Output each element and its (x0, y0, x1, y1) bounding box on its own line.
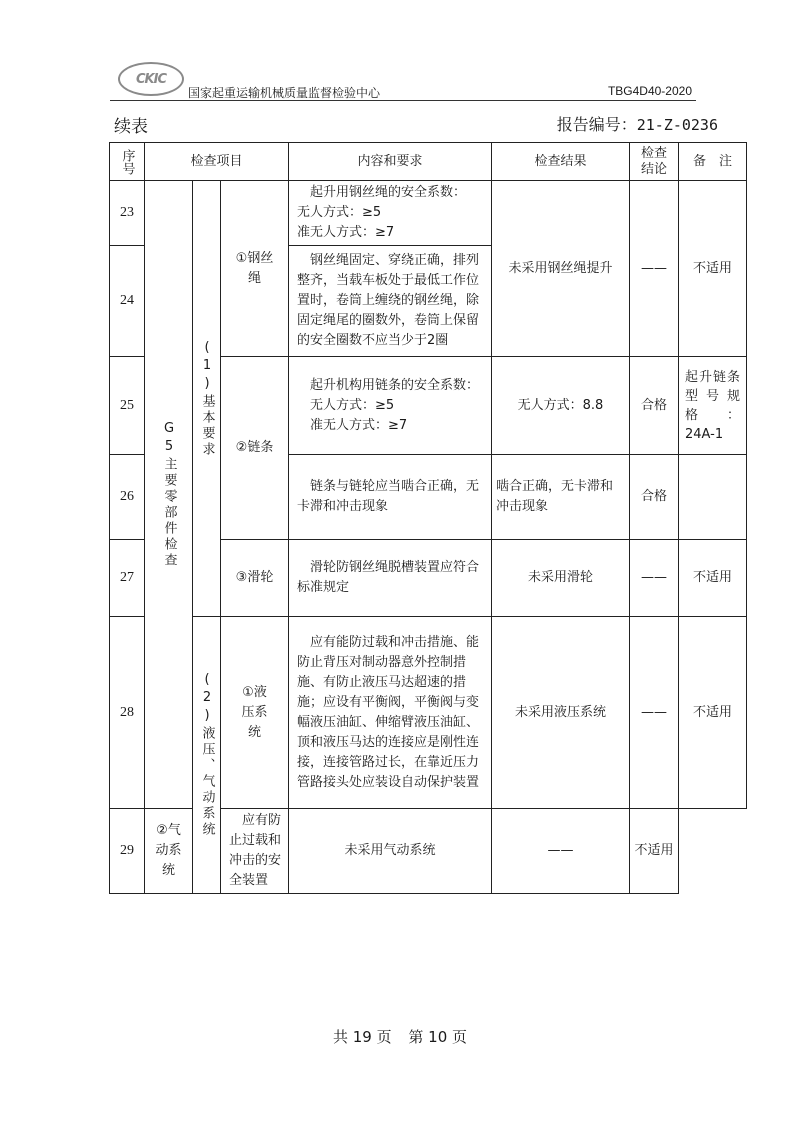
header-result: 检查结果 (492, 143, 630, 181)
conclusion-cell: —— (630, 181, 679, 357)
continued-label: 续表 (114, 117, 148, 137)
part-wire-rope: ①钢丝绳 (221, 181, 289, 357)
page-current: 第 10 页 (408, 1028, 468, 1046)
header-remark: 备 注 (679, 143, 747, 181)
remark-cell: 不适用 (679, 617, 747, 809)
header-rule (110, 100, 696, 101)
group-cell: G5主要零部件检查 (145, 181, 193, 809)
remark-cell: 不适用 (630, 809, 679, 894)
remark-cell: 不适用 (679, 540, 747, 617)
header-row (110, 143, 747, 181)
report-number-label: 报告编号： (556, 115, 637, 134)
result-cell: 未采用钢丝绳提升 (492, 181, 630, 357)
table-row (110, 617, 747, 809)
result-cell: 未采用液压系统 (492, 617, 630, 809)
conclusion-cell: 合格 (630, 357, 679, 455)
report-number (557, 112, 718, 135)
header-seq: 序号 (110, 143, 145, 181)
row-no: 24 (110, 246, 145, 357)
req-line: 无人方式：≥5 (297, 205, 382, 220)
requirement-cell (289, 540, 492, 617)
table-row (110, 181, 747, 246)
result-cell: 未采用气动系统 (289, 809, 492, 894)
row-no: 29 (110, 809, 145, 894)
requirement-cell (289, 181, 492, 246)
result-cell: 未采用滑轮 (492, 540, 630, 617)
req-text: 应有防止过载和冲击的安全装置 (229, 813, 282, 888)
remark-cell (679, 455, 747, 540)
requirement-cell (289, 357, 492, 455)
requirement-cell (221, 809, 289, 894)
logo (118, 62, 184, 96)
req-line: 起升机构用链条的安全系数： (310, 377, 480, 393)
org-name: 国家起重运输机械质量监督检验中心 (188, 86, 381, 100)
part-hydraulic: ①液压系统 (221, 617, 289, 809)
doc-code: TBG4D40-2020 (607, 84, 692, 98)
header-conclusion: 检查结论 (630, 143, 679, 181)
part-pneumatic: ②气动系统 (145, 809, 193, 894)
req-line: 准无人方式：≥7 (310, 417, 408, 433)
req-line: 无人方式：≥5 (310, 397, 395, 413)
conclusion-cell: —— (492, 809, 630, 894)
row-no: 26 (110, 455, 145, 540)
part-pulley: ③滑轮 (221, 540, 289, 617)
requirement-cell (289, 617, 492, 809)
conclusion-cell: —— (630, 540, 679, 617)
req-line: 准无人方式：≥7 (297, 225, 395, 240)
remark-cell: 不适用 (679, 181, 747, 357)
requirement-cell (289, 455, 492, 540)
req-text: 钢丝绳固定、穿绕正确，排列整齐，当载车板处于最低工作位置时，卷筒上缠绕的钢丝绳，除固定绳尾的圈数外，卷筒上保留的安全圈数不应当少于2圈 (297, 253, 480, 348)
remark-cell: 起升链条型号规格：24A-1 (679, 357, 747, 455)
row-no: 28 (110, 617, 145, 809)
row-no: 27 (110, 540, 145, 617)
header-item: 检查项目 (145, 143, 289, 181)
requirement-cell (289, 246, 492, 357)
page-footer (0, 1026, 800, 1047)
inspection-table (109, 142, 747, 894)
sub1-cell: (1)基本要求 (193, 181, 221, 617)
conclusion-cell: —— (630, 617, 679, 809)
conclusion-cell: 合格 (630, 455, 679, 540)
req-text: 链条与链轮应当啮合正确，无卡滞和冲击现象 (297, 479, 480, 514)
req-text: 滑轮防钢丝绳脱槽装置应符合标准规定 (297, 560, 480, 595)
logo-text: CKIC (136, 71, 166, 87)
row-no: 25 (110, 357, 145, 455)
sub2-cell: (2)液压、气动系统 (193, 617, 221, 894)
req-line: 起升用钢丝绳的安全系数： (310, 185, 467, 200)
req-text: 应有能防过载和冲击措施、能防止背压对制动器意外控制措施、有防止液压马达超速的措施；应设有平衡阀，平衡阀与变幅液压油缸、伸缩臂液压油缸、顶和液压马达的连接应是刚性连接，连接管路过长，在靠近压力管路接头处应装设自动保护装置 (297, 634, 480, 790)
header-content: 内容和要求 (289, 143, 492, 181)
report-number-value: 21-Z-0236 (636, 116, 718, 134)
part-chain: ②链条 (221, 357, 289, 540)
row-no: 23 (110, 181, 145, 246)
result-cell: 无人方式：8.8 (492, 357, 630, 455)
result-cell: 啮合正确，无卡滞和冲击现象 (492, 455, 630, 540)
page-total: 共 19 页 (332, 1028, 392, 1046)
